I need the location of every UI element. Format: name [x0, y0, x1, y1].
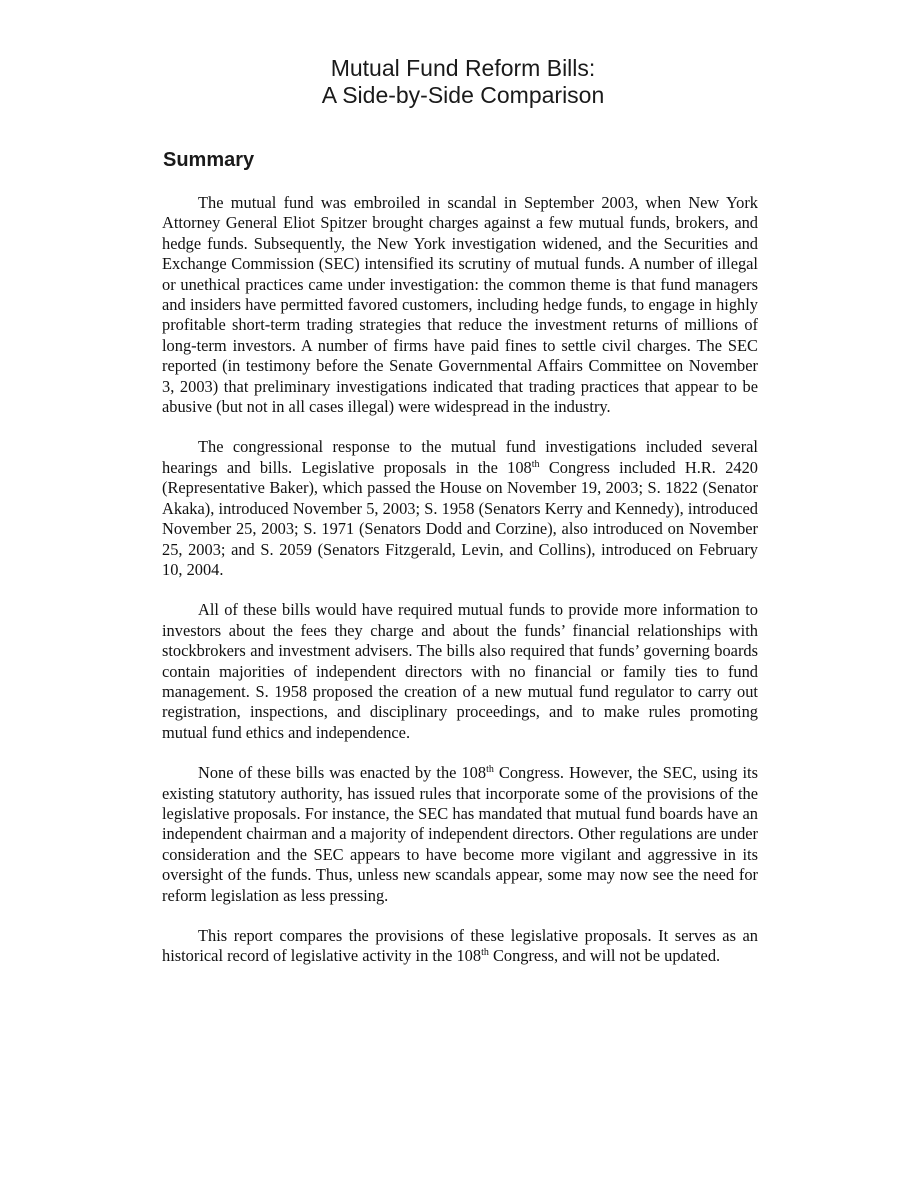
paragraph-4-text-a: None of these bills was enacted by the 108 [198, 763, 487, 783]
paragraph-2-text-b: Congress included H.R. 2420 (Representative Baker), which passed the House on November 19, 2003; S. 1822 (Senator Akaka), introduced November 5, 2003; S. 1958 (Senators Kerry and Kennedy), introduced November 25, 2003; S. 1971 (Senators Dodd and Corzine), also introduced on November 25, 2003; and S. 2059 (Senators Fitzgerald, Levin, and Collins), introduced on February 10, 2004. [162, 457, 758, 579]
paragraph-2-text-a: The congressional response to the mutual fund investigations included several hearings and bills. Legislative proposals in the 108 [162, 437, 758, 477]
paragraph-2 [162, 437, 758, 580]
title-line-2: A Side-by-Side Comparison [321, 82, 605, 108]
paragraph-5 [162, 926, 758, 967]
ordinal-superscript: th [481, 947, 489, 959]
paragraph-5-text-b: Congress, and will not be updated. [488, 946, 721, 966]
paragraph-4-text-b: Congress. However, the SEC, using its existing statutory authority, has issued rules that incorporate some of the provisions of the legislative proposals. For instance, the SEC has mandated that mutual fund boards have an independent chairman and a majority of independent directors. Other regulations are under consideration and the SEC appears to have become more vigilant and aggressive in its oversight of the funds. Thus, unless new scandals appear, some may now see the need for reform legislation as less pressing. [162, 763, 758, 905]
paragraph-1: The mutual fund was embroiled in scandal in September 2003, when New York Attorney General Eliot Spitzer brought charges against a few mutual funds, brokers, and hedge funds. Subsequently, the New York investigation widened, and the Securities and Exchange Commission (SEC) intensified its scrutiny of mutual funds. A number of illegal or unethical practices came under investigation: the common theme is that fund managers and insiders have permitted favored customers, including hedge funds, to engage in highly profitable short-term trading strategies that reduce the investment returns of millions of long-term investors. A number of firms have paid fines to settle civil charges. The SEC reported (in testimony before the Senate Governmental Affairs Committee on November 3, 2003) that preliminary investigations indicated that trading practices that appear to be abusive (but not in all cases illegal) were widespread in the industry. [162, 193, 758, 417]
summary-body [162, 193, 758, 987]
section-heading-summary: Summary [163, 149, 255, 171]
paragraph-4 [162, 763, 758, 906]
paragraph-3: All of these bills would have required mutual funds to provide more information to investors about the fees they charge and about the funds’ financial relationships with stockbrokers and investment advisers. The bills also required that funds’ governing boards contain majorities of independent directors with no financial or family ties to fund management. S. 1958 proposed the creation of a new mutual fund regulator to carry out registration, inspections, and disciplinary proceedings, and to make rules promoting mutual fund ethics and independence. [162, 600, 758, 742]
ordinal-superscript: th [531, 458, 540, 470]
title-line-1: Mutual Fund Reform Bills: [330, 55, 596, 81]
ordinal-superscript: th [486, 764, 494, 776]
document-title [0, 55, 920, 109]
paragraph-5-text-a: This report compares the provisions of these legislative proposals. It serves as an historical record of legislative activity in the 108 [162, 926, 758, 966]
